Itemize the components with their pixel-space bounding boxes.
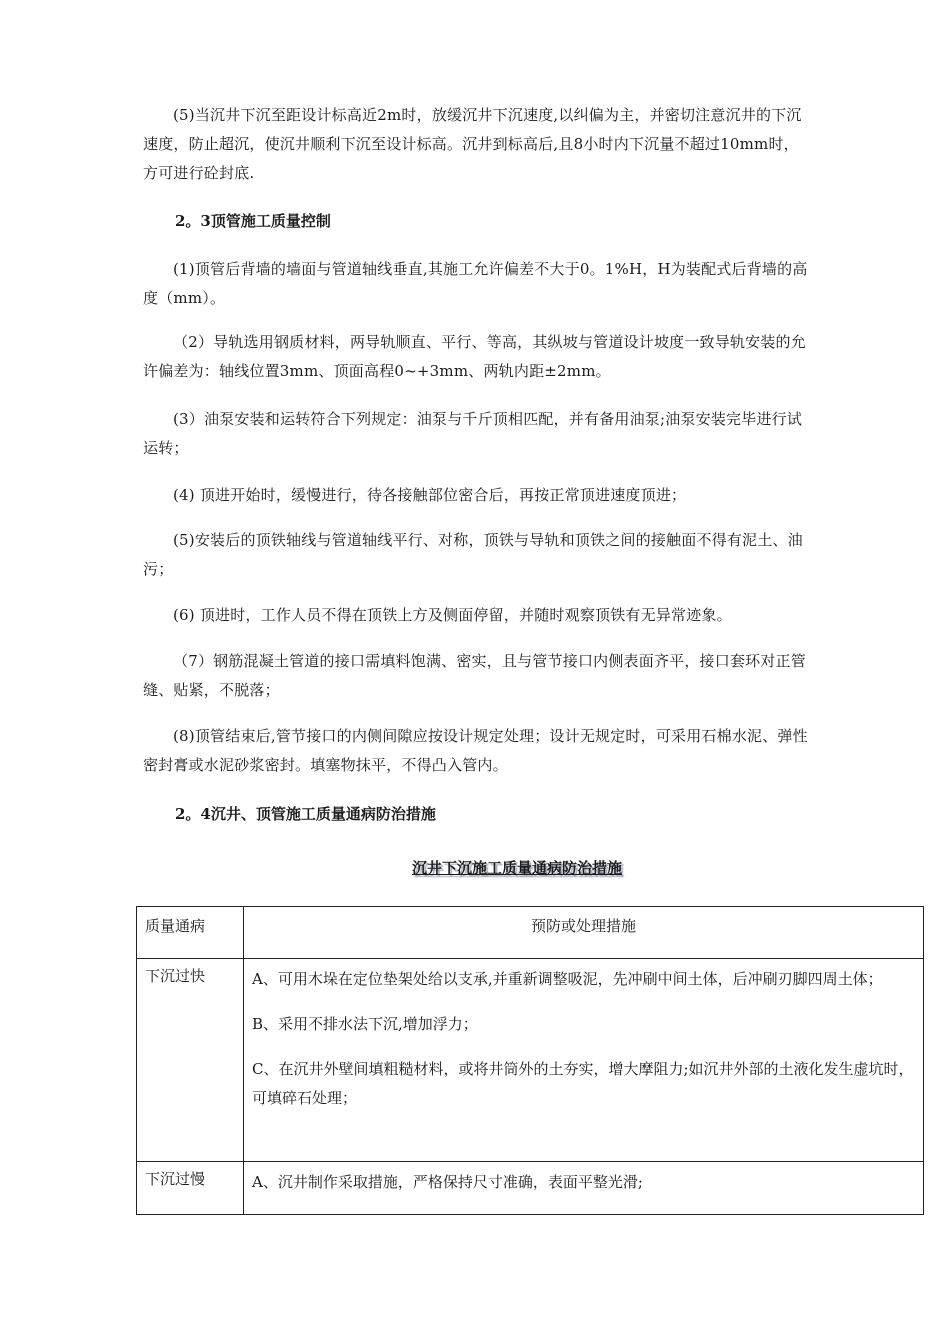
measure-item: A、可用木垛在定位垫架处给以支承,并重新调整吸泥，先冲刷中间土体，后冲刷刃脚四周土体； [252,970,883,988]
measures-cell [244,1162,924,1215]
measure-item: A、沉井制作采取措施，严格保持尺寸准确，表面平整光滑; [252,1173,643,1191]
measures-cell [244,959,924,1162]
paragraph-worker-safety: (6) 顶进时，工作人员不得在顶铁上方及侧面停留，并随时观察顶铁有无异常迹象。 [173,606,732,624]
issue-cell: 下沉过慢 [137,1162,244,1215]
issue-cell: 下沉过快 [137,959,244,1162]
table-row [137,959,924,1162]
table-row [137,1162,924,1215]
paragraph-jacking-start: (4) 顶进开始时，缓慢进行，待各接触部位密合后，再按正常顶进速度顶进； [173,486,687,504]
section-heading-2-3: 2。3顶管施工质量控制 [175,212,331,230]
paragraph-back-wall: (1)顶管后背墙的墙面与管道轴线垂直,其施工允许偏差不大于0。1%H，H为装配式后背墙的高度（mm）。 [143,260,808,307]
paragraph-pipe-joint: （7）钢筋混凝土管道的接口需填料饱满、密实，且与管节接口内侧表面齐平，接口套环对正管缝、贴紧，不脱落； [143,652,806,699]
paragraph-joint-gap: (8)顶管结束后,管节接口的内侧间隙应按设计规定处理；设计无规定时，可采用石棉水泥、弹性密封膏或水泥砂浆密封。填塞物抹平，不得凸入管内。 [143,727,808,774]
paragraph-guide-rail: （2）导轨选用钢质材料，两导轨顺直、平行、等高，其纵坡与管道设计坡度一致导轨安装的允许偏差为：轴线位置3mm、顶面高程0~+3mm、两轨内距±2mm。 [143,333,806,380]
table-title: 沉井下沉施工质量通病防治措施 [412,859,623,877]
paragraph-sinking-speed: (5)当沉井下沉至距设计标高近2m时，放缓沉井下沉速度,以纠偏为主，并密切注意沉井的下沉速度，防止超沉，使沉井顺利下沉至设计标高。沉井到标高后,且8小时内下沉量不超过10mm时，方可进行砼封底. [143,106,802,182]
table-header-row [137,907,924,959]
header-measures: 预防或处理措施 [244,907,924,959]
measure-item: B、采用不排水法下沉,增加浮力； [252,1015,478,1033]
section-heading-2-4: 2。4沉井、顶管施工质量通病防治措施 [175,805,436,823]
measures-table [136,906,924,1215]
paragraph-oil-pump: (3）油泵安装和运转符合下列规定：油泵与千斤顶相匹配，并有备用油泵;油泵安装完毕进行试运转； [143,410,803,457]
measure-item: C、在沉井外壁间填粗糙材料，或将井筒外的土夯实，增大摩阻力;如沉井外部的土液化发生虚坑时，可填碎石处理； [252,1060,914,1107]
paragraph-jacking-iron: (5)安装后的顶铁轴线与管道轴线平行、对称，顶铁与导轨和顶铁之间的接触面不得有泥土、油污； [143,531,803,578]
header-quality-issue: 质量通病 [137,907,244,959]
